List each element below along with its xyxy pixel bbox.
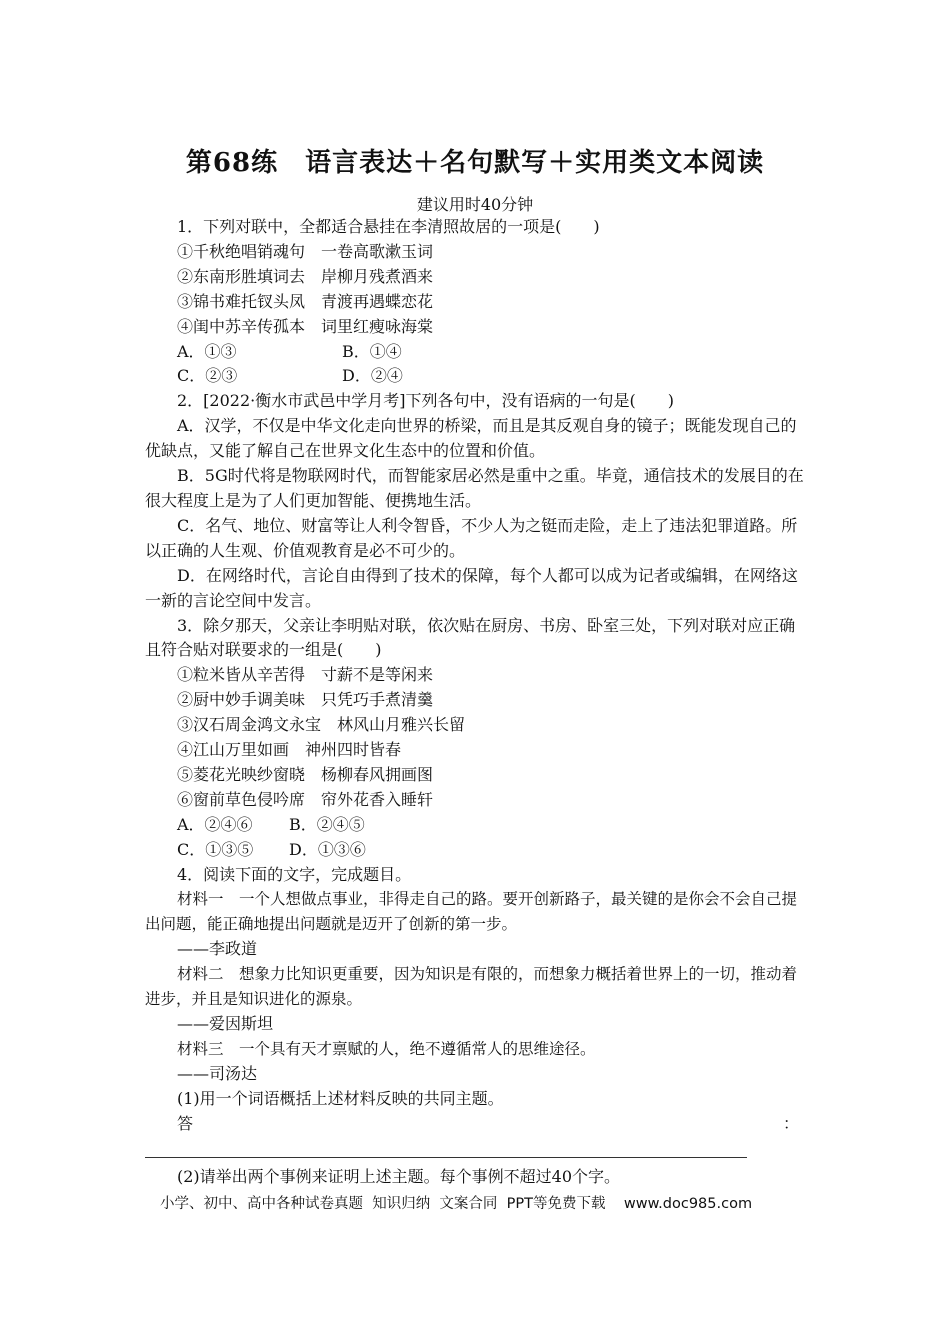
material-two: 材料二 想象力比知识更重要，因为知识是有限的，而想象力概括着世界上的一切，推动着进步，并且是知识进化的源泉。 (145, 965, 798, 1009)
q1-options-row (145, 364, 807, 389)
q2-choice-a[interactable]: A．汉学，不仅是中华文化走向世界的桥梁，而且是其反观自身的镜子；既能发现自己的优缺点，又能了解自己在世界文化生态中的位置和价值。 (145, 416, 797, 461)
q3-item: ④江山万里如画 神州四时皆春 (177, 740, 402, 760)
answer-colon: ： (782, 1113, 799, 1133)
q3-option-d[interactable]: D．①③⑥ (289, 839, 366, 859)
material-one: 材料一 一个人想做点事业，非得走自己的路。要开创新路子，最关键的是你会不会自己提出问题，能正确地提出问题就是迈开了创新的第一步。 (145, 890, 798, 934)
q3-item: ⑤菱花光映纱窗晓 杨柳春风拥画图 (177, 764, 434, 784)
page-footer: 小学、初中、高中各种试卷真题 知识归纳 文案合同 PPT等免费下载 www.doc985.com (160, 1196, 753, 1212)
answer-underline (145, 1157, 747, 1158)
q2-choice-b[interactable]: B．5G时代将是物联网时代，而智能家居必然是重中之重。毕竟，通信技术的发展目的在很大程度上是为了人们更加智能、便携地生活。 (145, 466, 804, 510)
material-two-author: ——爱因斯坦 (177, 1014, 274, 1033)
q1-option-a[interactable]: A．①③ (177, 341, 237, 361)
q1-item: ④闺中苏辛传孤本 词里红瘦咏海棠 (177, 316, 434, 336)
q1-item: ②东南形胜填词去 岸柳月残煮酒来 (177, 266, 434, 286)
q4-stem: 4．阅读下面的文字，完成题目。 (177, 864, 412, 884)
q1-option-c[interactable]: C．②③ (177, 366, 238, 386)
q3-stem: 3．除夕那天，父亲让李明贴对联，依次贴在厨房、书房、卧室三处，下列对联对应正确且符合贴对联要求的一组是( ) (145, 615, 796, 660)
q1-item: ①千秋绝唱销魂句 一卷高歌漱玉词 (177, 241, 434, 261)
q3-item: ①粒米皆从辛苦得 寸薪不是等闲来 (177, 665, 434, 685)
q3-options-row (145, 813, 807, 838)
q1-item: ③锦书难托钗头凤 青渡再遇蝶恋花 (177, 291, 434, 311)
q3-options-row (145, 838, 807, 863)
q3-option-c[interactable]: C．①③⑤ (177, 839, 254, 859)
q2-stem: 2．[2022·衡水市武邑中学月考]下列各句中，没有语病的一句是( ) (177, 391, 674, 411)
material-three: 材料三 一个具有天才禀赋的人，绝不遵循常人的思维途径。 (177, 1039, 596, 1058)
q2-choice-c[interactable]: C．名气、地位、财富等让人利令智昏，不少人为之铤而走险，走上了违法犯罪道路。所以正确的人生观、价值观教育是必不可少的。 (145, 515, 798, 560)
page-title: 第68练 语言表达＋名句默写＋实用类文本阅读 (185, 148, 765, 178)
question-body (145, 215, 807, 1137)
q2-choice-d[interactable]: D．在网络时代，言论自由得到了技术的保障，每个人都可以成为记者或编辑，在网络这一新的言论空间中发言。 (145, 565, 798, 610)
q3-item: ③汉石周金鸿文永宝 林风山月雅兴长留 (177, 715, 466, 735)
q1-stem: 1．下列对联中，全都适合悬挂在李清照故居的一项是( ) (177, 217, 600, 236)
q3-option-b[interactable]: B．②④⑤ (289, 814, 365, 834)
material-three-author: ——司汤达 (177, 1063, 258, 1083)
time-suggestion: 建议用时40分钟 (416, 195, 534, 214)
q3-item: ⑥窗前草色侵吟席 帘外花香入睡轩 (177, 789, 434, 809)
answer-line[interactable] (145, 1112, 807, 1137)
answer-label: 答 (177, 1113, 194, 1133)
q4-sub1: (1)用一个词语概括上述材料反映的共同主题。 (177, 1088, 504, 1108)
q1-options-row (145, 340, 807, 365)
q1-option-b[interactable]: B．①④ (342, 341, 402, 361)
q4-sub2: (2)请举出两个事例来证明上述主题。每个事例不超过40个字。 (177, 1167, 621, 1186)
q1-option-d[interactable]: D．②④ (342, 366, 403, 386)
q3-item: ②厨中妙手调美味 只凭巧手煮清羹 (177, 690, 434, 710)
material-one-author: ——李政道 (177, 939, 258, 959)
q3-option-a[interactable]: A．②④⑥ (177, 814, 253, 834)
